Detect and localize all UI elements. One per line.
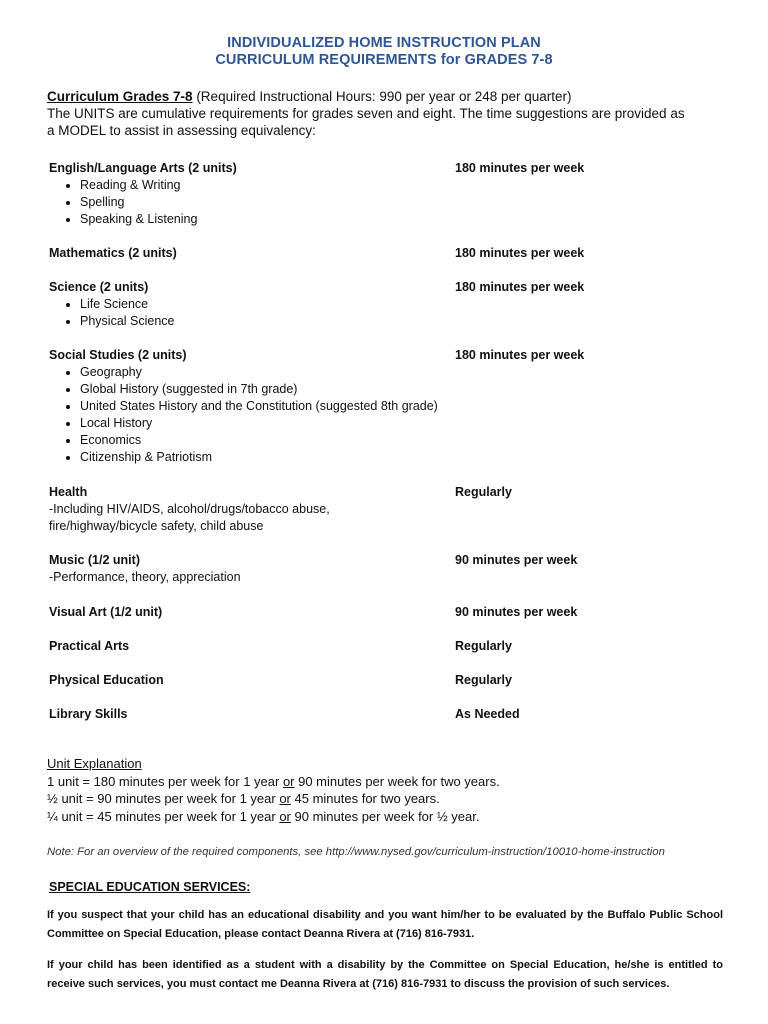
- time-music: 90 minutes per week: [455, 553, 578, 567]
- time-library-skills: As Needed: [455, 707, 520, 721]
- intro-heading: Curriculum Grades 7-8: [47, 89, 193, 104]
- topic-item: • Spelling: [80, 194, 449, 211]
- subject-name: Health: [49, 485, 88, 499]
- time-science: 180 minutes per week: [455, 280, 585, 294]
- subject-name: Practical Arts: [49, 639, 130, 653]
- topic-item: • Citizenship & Patriotism: [80, 449, 449, 466]
- unit-line-text: ¼ unit = 45 minutes per week for 1 year: [47, 808, 280, 824]
- unit-or: or: [282, 773, 295, 789]
- subject-practical-arts: [49, 638, 449, 655]
- unit-line-text: ½ unit = 90 minutes per week for 1 year: [47, 791, 280, 806]
- unit-explanation: [47, 755, 500, 825]
- subject-name: Music (1/2 unit): [49, 553, 140, 567]
- subject-science: [49, 279, 449, 330]
- time-ela: 180 minutes per week: [455, 161, 585, 175]
- unit-line: [47, 790, 500, 808]
- intro-line1: [47, 88, 727, 105]
- subject-library-skills: [49, 706, 449, 723]
- document-title-line2: CURRICULUM REQUIREMENTS for GRADES 7-8: [215, 52, 553, 68]
- special-education-paragraph-2: If your child has been identified as a student with a disability by the Committee on Special Education, he/she is entitled to receive such services, you must contact me Deanna Rivera at (716) 816-7931 to discuss the provision of such services.: [47, 959, 723, 990]
- topic-item: • Speaking & Listening: [80, 211, 449, 228]
- intro-line2: The UNITS are cumulative requirements for grades seven and eight. The time suggestions are provided as: [47, 106, 685, 121]
- time-visual-art: 90 minutes per week: [455, 605, 578, 619]
- unit-or: or: [279, 808, 291, 824]
- unit-line-text: 90 minutes per week for two years.: [294, 773, 500, 789]
- subject-physical-education: [49, 672, 449, 689]
- time-practical-arts: Regularly: [455, 639, 512, 653]
- subject-visual-art: [49, 604, 449, 621]
- unit-or: or: [279, 791, 291, 806]
- intro-hours-note: (Required Instructional Hours: 990 per year or 248 per quarter): [196, 89, 572, 104]
- subject-name: Science (2 units): [49, 280, 149, 294]
- time-health: Regularly: [455, 485, 512, 499]
- subject-name: Visual Art (1/2 unit): [49, 605, 163, 619]
- document-title-line1: INDIVIDUALIZED HOME INSTRUCTION PLAN: [227, 35, 541, 51]
- subject-topics: [49, 177, 449, 228]
- topic-item: • Geography: [80, 364, 449, 381]
- subject-name: Social Studies (2 units): [49, 348, 187, 362]
- unit-explanation-heading: Unit Explanation: [47, 756, 142, 771]
- intro-line3: a MODEL to assist in assessing equivalency:: [47, 123, 316, 138]
- subject-topics: [49, 296, 449, 330]
- subject-name: English/Language Arts (2 units): [49, 161, 237, 175]
- note-text: Note: For an overview of the required components, see http://www.nysed.gov/curriculum-instruction/10010-home-instruction: [47, 846, 665, 858]
- special-education-heading: SPECIAL EDUCATION SERVICES:: [49, 880, 251, 894]
- subject-social-studies: [49, 347, 449, 466]
- unit-line: [47, 808, 500, 826]
- topic-item: • Reading & Writing: [80, 177, 449, 194]
- subject-name: Mathematics (2 units): [49, 246, 177, 260]
- unit-line: [47, 773, 500, 791]
- subject-topics: [49, 364, 449, 466]
- time-social-studies: 180 minutes per week: [455, 348, 585, 362]
- subject-health: [49, 484, 449, 535]
- topic-item: • Economics: [80, 432, 449, 449]
- subject-math: [49, 245, 449, 262]
- topic-item: • United States History and the Constitution (suggested 8th grade): [80, 398, 449, 415]
- subject-description: -Including HIV/AIDS, alcohol/drugs/tobacco abuse,: [49, 502, 330, 516]
- subject-music: [49, 552, 449, 586]
- intro-section: [47, 88, 727, 139]
- subject-name: Library Skills: [49, 707, 128, 721]
- unit-line-text: 90 minutes per week for ½ year.: [290, 808, 480, 824]
- time-physical-education: Regularly: [455, 673, 512, 687]
- time-math: 180 minutes per week: [455, 246, 585, 260]
- unit-line-text: 45 minutes for two years.: [290, 791, 440, 806]
- topic-item: • Global History (suggested in 7th grade): [80, 381, 449, 398]
- subject-ela: [49, 160, 449, 228]
- topic-item: • Life Science: [80, 296, 449, 313]
- special-education-paragraph-1: If you suspect that your child has an educational disability and you want him/her to be evaluated by the Buffalo Public School Committee on Special Education, please contact Deanna Rivera at (716) 816-7931.: [47, 909, 723, 940]
- subject-description: fire/highway/bicycle safety, child abuse: [49, 519, 264, 533]
- subject-name: Physical Education: [49, 673, 164, 687]
- unit-line-text: 1 unit = 180 minutes per week for 1 year: [47, 773, 283, 789]
- subject-description: -Performance, theory, appreciation: [49, 570, 241, 584]
- topic-item: • Local History: [80, 415, 449, 432]
- topic-item: • Physical Science: [80, 313, 449, 330]
